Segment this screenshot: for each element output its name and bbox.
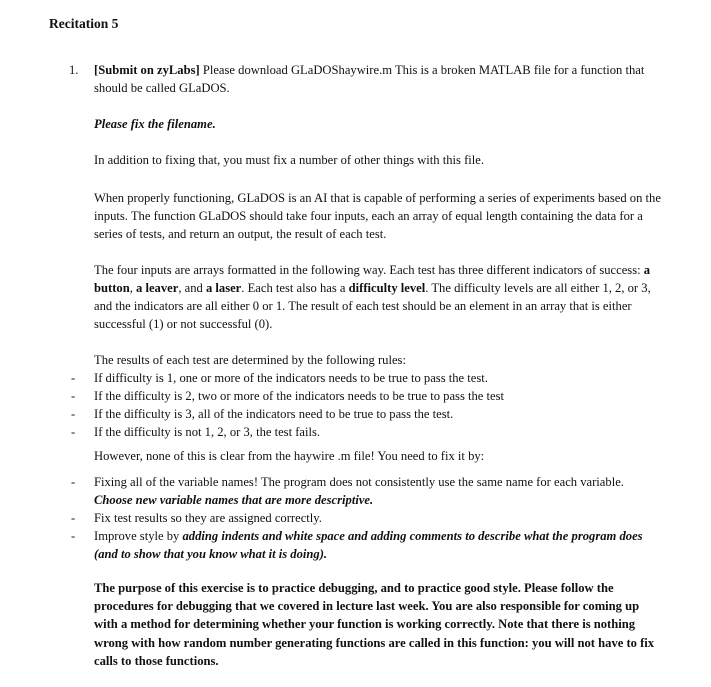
purpose-paragraph: The purpose of this exercise is to practice debugging, and to practice good style. Please follow the procedures for debugging that we covered in lecture last week. You are also responsible for coming up with a method for determining whether your function is working correctly. Note that there is nothing wrong with how random number generating functions are called in this function: you will not have to fix calls to those functions. bbox=[94, 581, 655, 668]
item-number: 1. bbox=[69, 63, 79, 77]
rules-intro: The results of each test are determined by the following rules: bbox=[94, 353, 406, 367]
rule-item: - If the difficulty is not 1, 2, or 3, the test fails. bbox=[70, 423, 664, 441]
rule-item: - If difficulty is 1, one or more of the indicators needs to be true to pass the test. bbox=[70, 369, 664, 387]
rule-item: - If the difficulty is 3, all of the indicators need to be true to pass the test. bbox=[70, 405, 664, 423]
fix-item-variable-names: - Fixing all of the variable names! The program does not consistently use the same name for each variable. Choose new variable names that are more descriptive. bbox=[70, 473, 664, 509]
difficulty-term: difficulty level bbox=[348, 281, 426, 295]
laser-term: a laser bbox=[205, 281, 242, 295]
intro-paragraph bbox=[94, 61, 664, 97]
fixes-list bbox=[94, 473, 664, 563]
submit-tag: [Submit on zyLabs] bbox=[94, 63, 200, 77]
page-heading: Recitation 5 bbox=[49, 16, 119, 31]
fix-filename-note: Please fix the filename. bbox=[94, 117, 216, 131]
problem-content bbox=[94, 61, 664, 670]
inputs-description-paragraph: The four inputs are arrays formatted in the following way. Each test has three different indicators of success: a button, a leaver, and a laser. Each test also has a difficulty level. The difficulty levels are all either 1, 2, or 3, and the indicators are all either 0 or 1. The result of each test should be an element in an array that is either successful (1) or not successful (0). bbox=[94, 263, 651, 331]
fix-item-test-results: - Fix test results so they are assigned correctly. bbox=[70, 509, 664, 527]
rules-list bbox=[94, 369, 664, 441]
button-term: a button bbox=[94, 263, 651, 295]
rule-item: - If the difficulty is 2, two or more of the indicators needs to be true to pass the test bbox=[70, 387, 664, 405]
additional-fixes-paragraph: In addition to fixing that, you must fix a number of other things with this file. bbox=[94, 153, 485, 167]
leaver-term: a leaver bbox=[136, 281, 179, 295]
fix-intro: However, none of this is clear from the haywire .m file! You need to fix it by: bbox=[94, 449, 485, 463]
intro-text: Please download GLaDOShaywire.m This is a broken MATLAB file for a function that should be called GLaDOS. bbox=[94, 63, 645, 95]
fix-item-style: - Improve style by adding indents and white space and adding comments to describe what the program does (and to show that you know what it is doing). bbox=[70, 527, 664, 563]
function-description-paragraph: When properly functioning, GLaDOS is an AI that is capable of performing a series of experiments based on the inputs. The function GLaDOS should take four inputs, each an array of equal length containing the data for a series of tests, and return an output, the result of each test. bbox=[94, 191, 661, 241]
